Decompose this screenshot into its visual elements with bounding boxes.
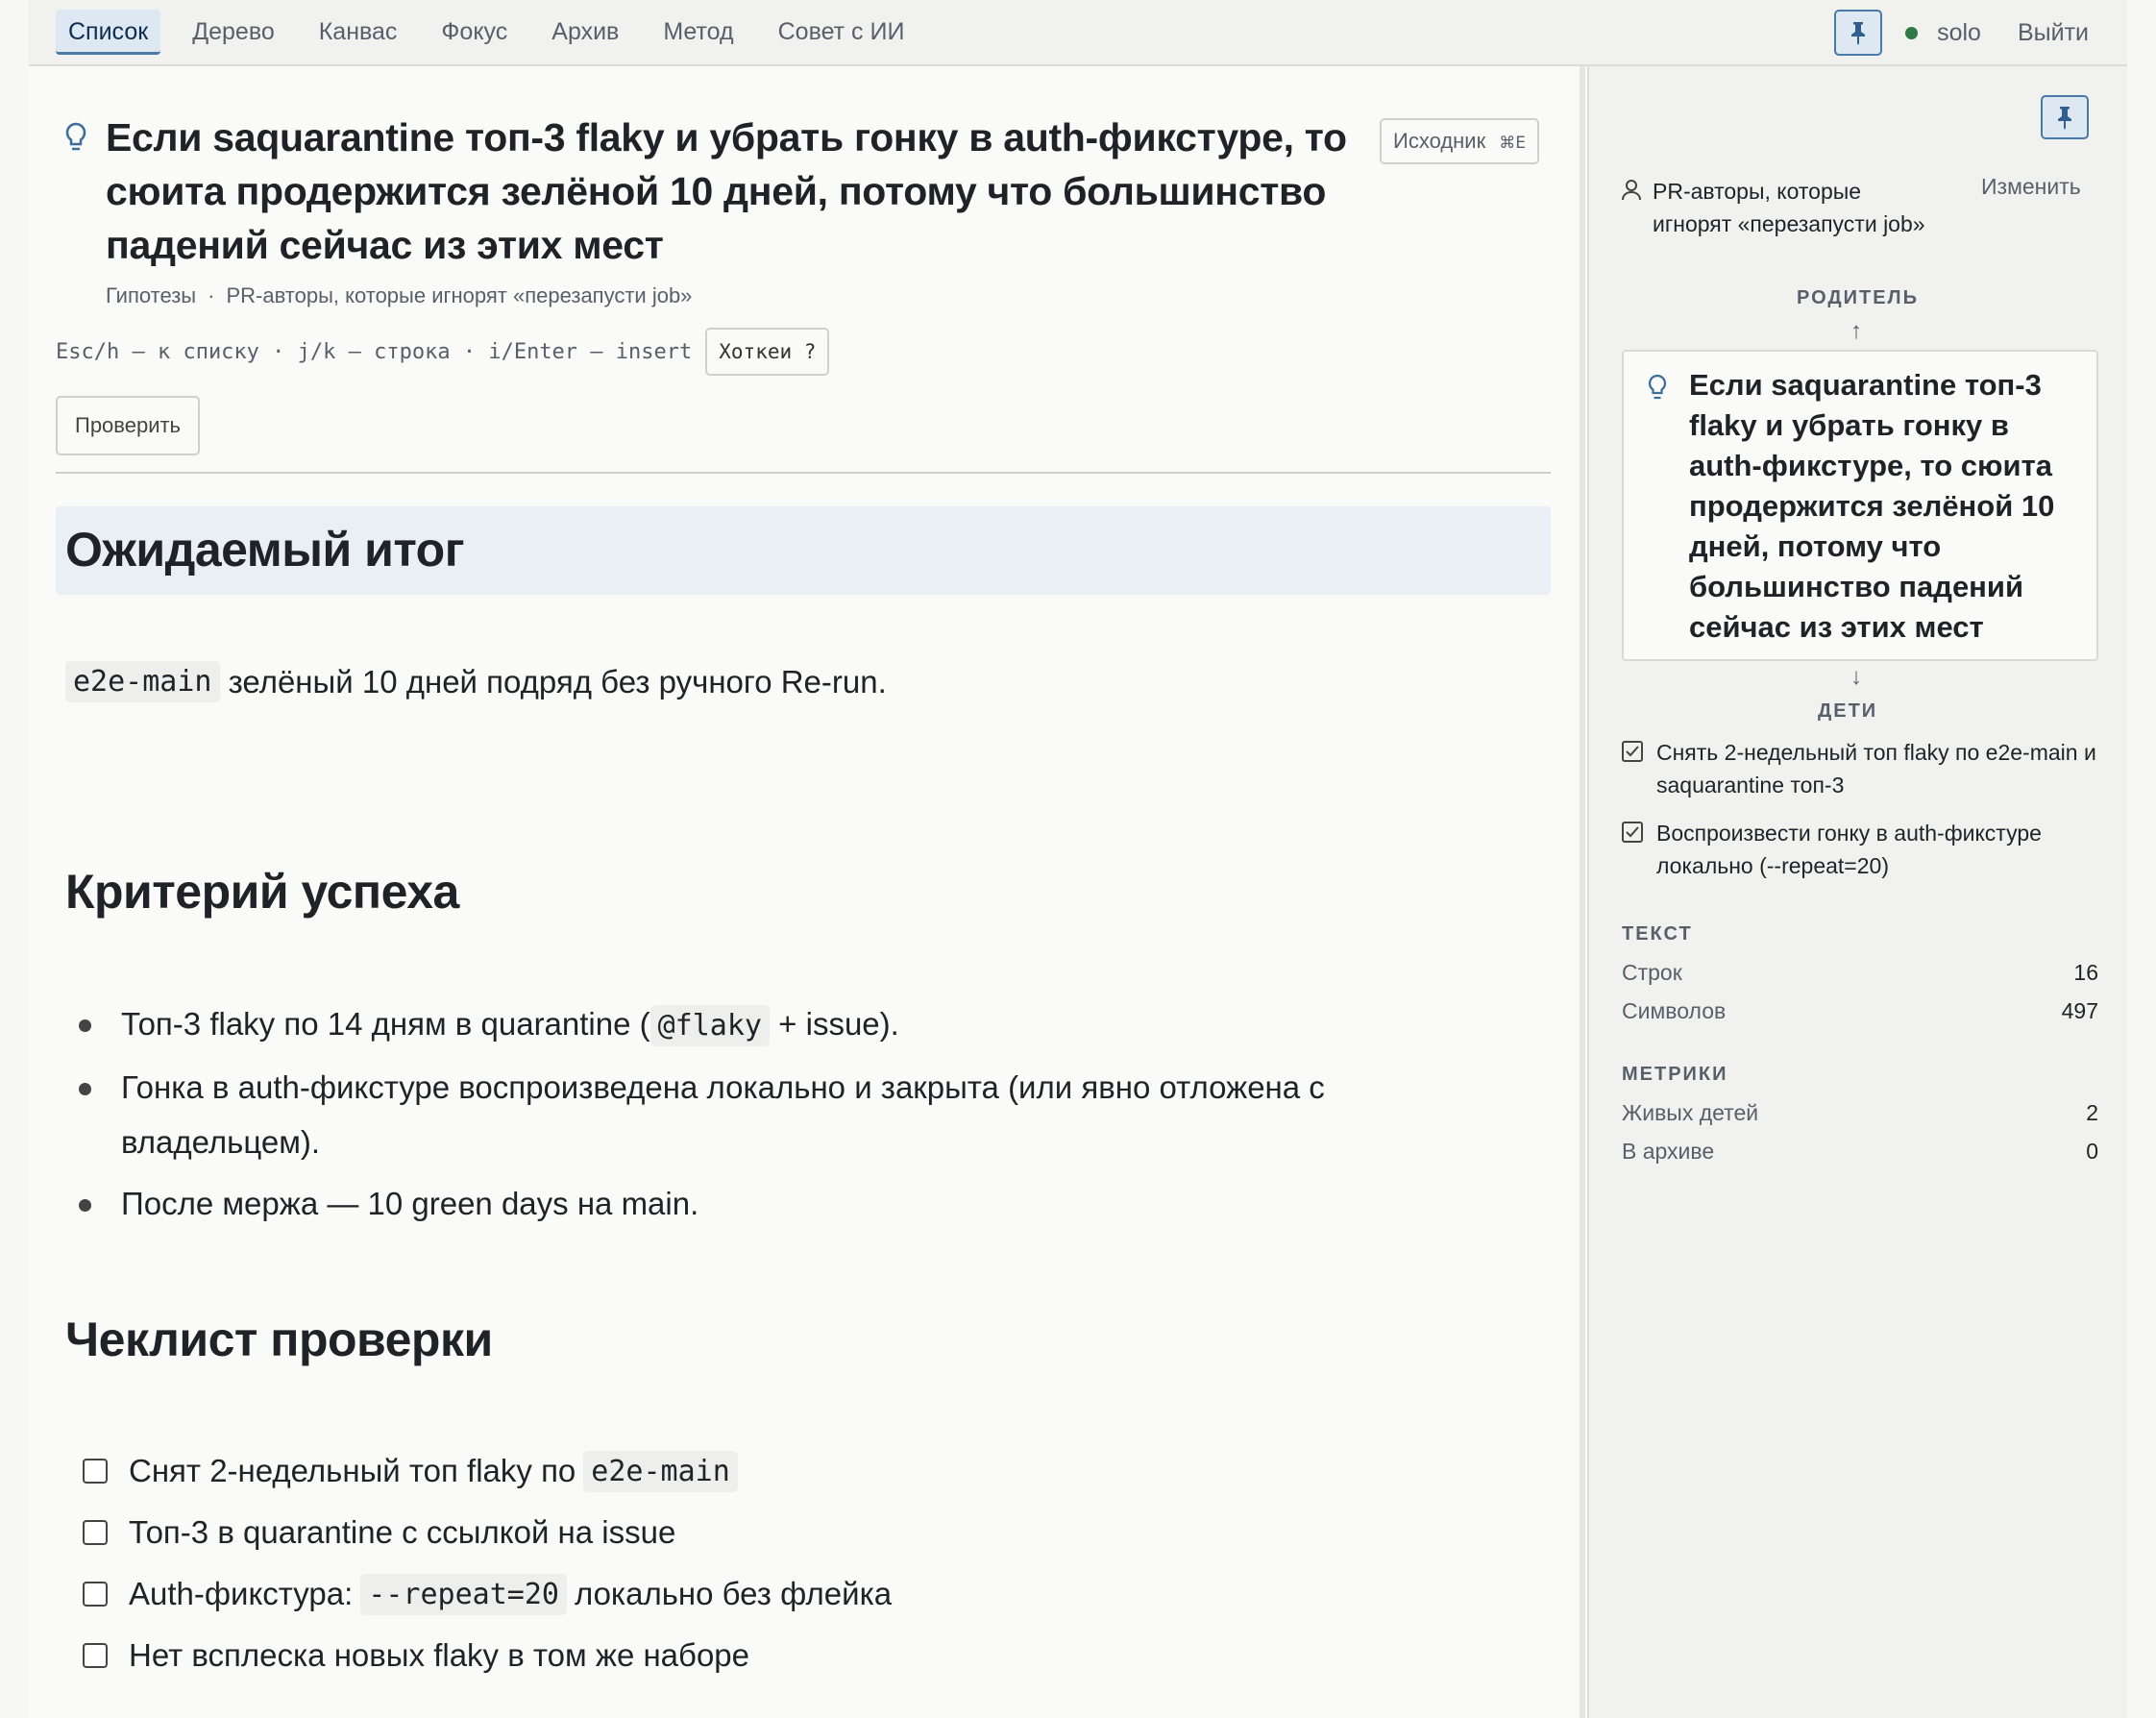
breadcrumb-separator: · [208,283,215,307]
logout-link[interactable]: Выйти [2017,18,2089,46]
parent-card[interactable] [1622,350,2098,661]
details-sidebar [1587,66,2127,1718]
pin-icon [2054,105,2075,130]
stat-value: 2 [2086,1100,2098,1125]
parent-label: РОДИТЕЛЬ [1797,287,1919,308]
lightbulb-icon [1645,373,1670,405]
checklist-item [65,1440,892,1502]
checklist-item [65,1625,892,1686]
tab-ai-advice[interactable]: Совет с ИИ [777,18,905,45]
stat-value: 0 [2086,1139,2098,1164]
stat-value: 497 [2061,998,2098,1023]
sidebar-resize-handle[interactable] [1580,66,1585,1718]
criteria-1-text: Топ-3 flaky по 14 дням в quarantine ( [121,1006,650,1042]
context-text: PR-авторы, которые игнорят «перезапусти job» [1653,179,1925,236]
page-title: Если saquarantine топ-3 flaky и убрать гонку в auth-фикстуре, то сюита продержится зелёной 10 дней, потому что большинство падений сейчас из этих мест [106,115,1347,267]
arrow-up-icon: ↑ [1850,318,1862,344]
app [29,0,2127,1718]
user-icon [1622,179,1641,202]
inline-code: @flaky [650,1005,770,1046]
list-item: После мержа — 10 green days на main. [65,1176,1430,1231]
breadcrumb-item-context[interactable]: PR-авторы, которые игнорят «перезапусти job» [226,283,693,307]
list-item: Гонка в auth-фикстуре воспроизведена локально и закрыта (или явно отложена с владельцем). [65,1060,1430,1169]
checklist-item-text: Снят 2-недельный топ flaky по [129,1453,576,1488]
inline-code: --repeat=20 [360,1574,567,1615]
child-item[interactable] [1622,817,2108,882]
stat-archived [1622,1139,2098,1165]
tab-focus[interactable]: Фокус [441,18,508,45]
stat-lines [1622,960,2098,986]
criteria-1-suffix: + issue). [778,1006,899,1042]
text-section-label: ТЕКСТ [1622,923,1693,945]
list-item [65,996,1430,1053]
username: solo [1937,18,1981,46]
top-right-controls [1834,10,2089,56]
arrow-down-icon: ↓ [1850,664,1862,690]
view-tabs [56,10,936,55]
online-status-dot [1905,27,1918,39]
heading-success-criteria: Критерий успеха [65,865,459,919]
tab-archive[interactable]: Архив [551,18,620,45]
hotkeys-button[interactable]: Хоткеи ? [705,328,829,376]
task-check-icon [1622,741,1643,762]
hints-text: Esc/h — к списку · j/k — строка · i/Enter — insert [56,339,693,364]
stat-value: 16 [2073,960,2098,985]
child-item-text: Воспроизвести гонку в auth-фикстуре локально (--repeat=20) [1656,821,2042,878]
divider [56,472,1551,474]
inline-code: e2e-main [65,661,220,702]
checkbox[interactable] [83,1582,108,1607]
pin-icon [1848,20,1869,45]
children-label: ДЕТИ [1818,700,1878,722]
child-item-text: Снять 2-недельный топ flaky по e2e-main и saquarantine топ-3 [1656,740,2096,798]
stat-label: Живых детей [1622,1100,1759,1125]
stat-label: В архиве [1622,1139,1715,1164]
tab-list[interactable]: Список [56,10,160,55]
task-check-icon [1622,822,1643,843]
check-button[interactable]: Проверить [56,396,200,455]
pin-button[interactable] [1834,10,1882,56]
parent-title: Если saquarantine топ-3 flaky и убрать гонку в auth-фикстуре, то сюита продержится зелёной 10 дней, потому что большинство падений сейчас из этих мест [1689,368,2055,644]
source-button[interactable] [1380,118,1539,164]
breadcrumb-item-hypotheses[interactable]: Гипотезы [106,283,197,307]
source-shortcut: ⌘E [1499,134,1526,153]
checklist-item [65,1502,892,1563]
checklist-item-text: Auth-фикстура: [129,1576,354,1611]
main-content [56,66,1551,1718]
stat-label: Символов [1622,998,1727,1023]
checklist-item-suffix: локально без флейка [574,1576,893,1611]
tab-method[interactable]: Метод [663,18,734,45]
verification-checklist [65,1440,892,1686]
context-item [1622,175,1941,240]
metrics-section-label: МЕТРИКИ [1622,1064,1728,1085]
child-item[interactable] [1622,736,2108,801]
top-nav [29,0,2127,66]
tab-tree[interactable]: Дерево [192,18,275,45]
success-criteria-list [65,921,1430,1238]
heading-checklist: Чеклист проверки [65,1313,493,1366]
stat-live-children [1622,1100,2098,1126]
checkbox[interactable] [83,1459,108,1484]
expected-result-paragraph [65,661,887,702]
tab-canvas[interactable]: Канвас [318,18,398,45]
breadcrumb [106,283,692,308]
checkbox[interactable] [83,1520,108,1545]
change-link[interactable]: Изменить [1981,174,2081,199]
heading-expected-result: Ожидаемый итог [65,523,465,577]
keyboard-hints [56,328,829,376]
expected-result-text: зелёный 10 дней подряд без ручного Re-run. [228,663,887,699]
checklist-item-text: Топ-3 в quarantine с ссылкой на issue [129,1514,676,1550]
stat-label: Строк [1622,960,1682,985]
source-button-label: Исходник [1393,129,1486,153]
inline-code: e2e-main [583,1451,738,1492]
checklist-item-text: Нет всплеска новых flaky в том же наборе [129,1637,749,1673]
stat-chars [1622,998,2098,1024]
sidebar-pin-button[interactable] [2041,95,2089,139]
lightbulb-icon [61,120,90,159]
checklist-item [65,1563,892,1625]
checkbox[interactable] [83,1643,108,1668]
